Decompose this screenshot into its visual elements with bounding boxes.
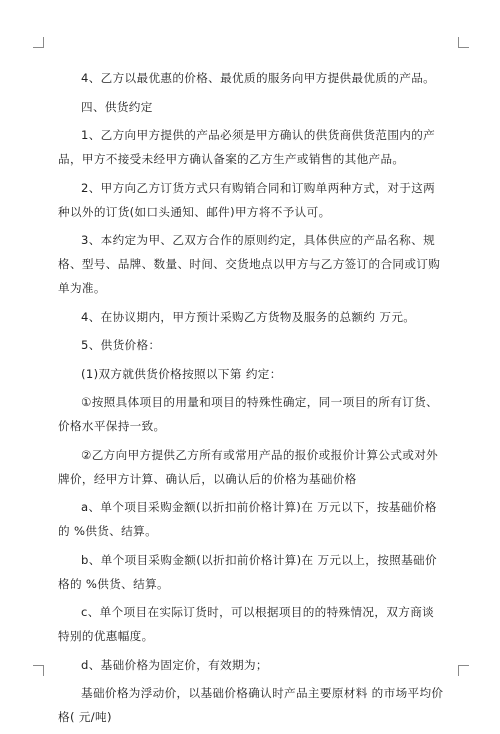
crop-mark-bottom-right: [458, 665, 469, 676]
paragraph-purchase-total: 4、在协议期内，甲方预计采购乙方货物及服务的总额约 万元。: [81, 309, 416, 324]
crop-mark-top-left: [33, 37, 44, 48]
crop-mark-bottom-left: [33, 665, 44, 676]
paragraph-floating-price: 基础价格为浮动价，以基础价格确认时产品主要原材料 的市场平均价格( 元/吨): [58, 686, 444, 724]
paragraph-preferential-service: 4、乙方以最优惠的价格、最优质的服务向甲方提供最优质的产品。: [81, 71, 436, 85]
paragraph-discount-below: a、单个项目采购金额(以折扣前价格计算)在 万元以下，按基础价格的 %供货、结算。: [58, 500, 437, 538]
paragraph-price-by-project: ①按照具体项目的用量和项目的特殊性确定，同一项目的所有订货、价格水平保持一致。: [58, 395, 439, 433]
crop-mark-top-right: [458, 37, 469, 48]
section-heading-supply-agreement: 四、供货约定: [81, 99, 153, 114]
document-body: [58, 66, 444, 734]
paragraph-base-price: ②乙方向甲方提供乙方所有或常用产品的报价或报价计算公式或对外牌价，经甲方计算、确认后，以确认后的价格为基础价格: [58, 447, 439, 486]
paragraph-supply-scope: 1、乙方向甲方提供的产品必须是甲方确认的供货商供货范围内的产品，甲方不接受未经甲方确认备案的乙方生产或销售的其他产品。: [58, 128, 436, 166]
paragraph-special-discount: c、单个项目在实际订货时，可以根据项目的的特殊情况，双方商谈特别的优惠幅度。: [58, 605, 435, 643]
paragraph-principle-agreement: 3、本约定为甲、乙双方合作的原则约定，具体供应的产品名称、规格、型号、品牌、数量、时间、交货地点以甲方与乙方签订的合同或订购单为准。: [58, 233, 441, 295]
paragraph-price-agreement-option: (1)双方就供货价格按照以下第 约定：: [81, 366, 282, 381]
paragraph-supply-price-heading: 5、供货价格：: [81, 338, 161, 352]
paragraph-discount-above: b、单个项目采购金额(以折扣前价格计算)在 万元以上，按照基础价格的 %供货、结算。: [58, 552, 437, 591]
paragraph-fixed-price: d、基础价格为固定价，有效期为；: [81, 657, 268, 672]
paragraph-order-method: 2、甲方向乙方订货方式只有购销合同和订购单两种方式，对于这两种以外的订货(如口头通知、邮件)甲方将不予认可。: [58, 180, 436, 219]
